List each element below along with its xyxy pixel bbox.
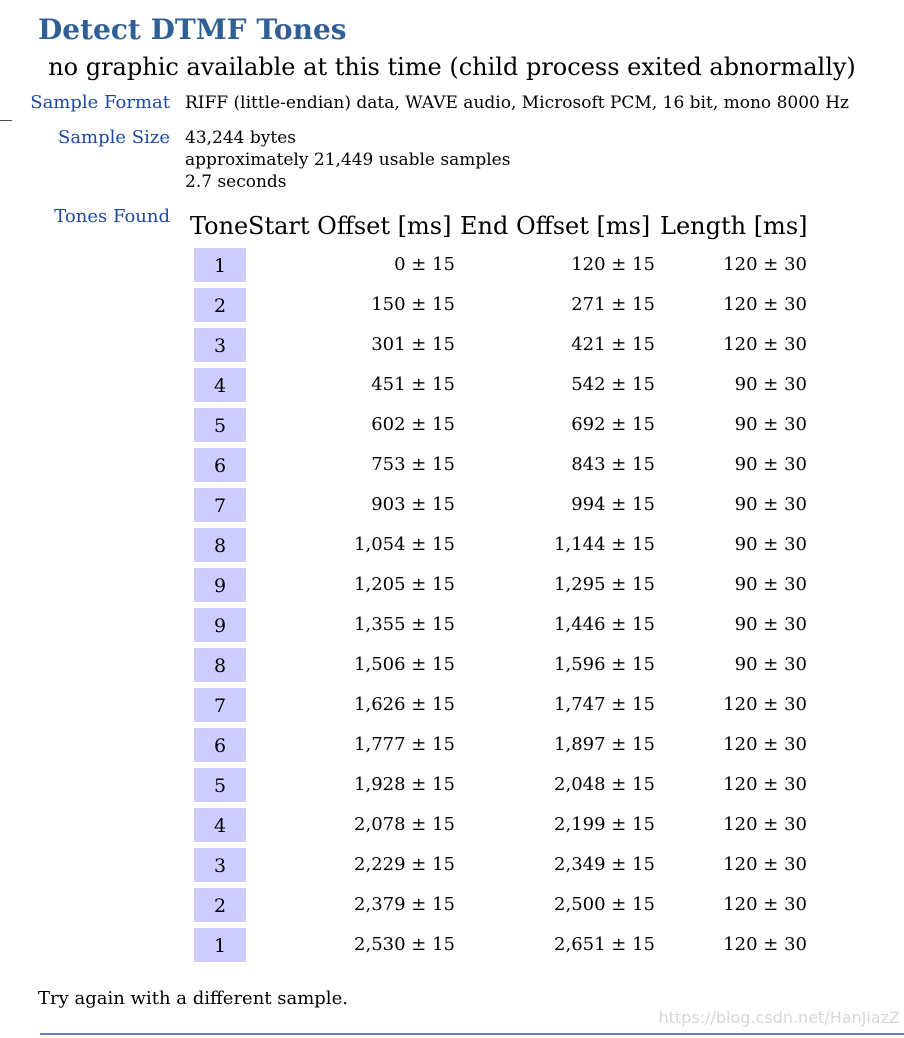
header-start-offset: Start Offset [ms]: [248, 212, 452, 240]
tone-cell: 3: [194, 328, 246, 362]
end-offset-cell: 692 ± 15: [571, 414, 655, 435]
start-offset-cell: 301 ± 15: [371, 334, 455, 355]
tone-cell: 6: [194, 448, 246, 482]
start-offset-cell: 2,530 ± 15: [354, 934, 455, 955]
end-offset-cell: 1,144 ± 15: [554, 534, 655, 555]
header-length: Length [ms]: [660, 212, 808, 240]
table-row: [190, 567, 812, 607]
tone-cell: 8: [194, 648, 246, 682]
header-end-offset: End Offset [ms]: [460, 212, 651, 240]
table-row: [190, 407, 812, 447]
start-offset-cell: 903 ± 15: [371, 494, 455, 515]
length-cell: 90 ± 30: [734, 454, 807, 475]
tone-cell: 5: [194, 768, 246, 802]
tone-cell: 5: [194, 408, 246, 442]
tone-cell: 2: [194, 888, 246, 922]
sample-size-bytes: 43,244 bytes: [185, 128, 296, 148]
watermark: https://blog.csdn.net/HanJiazZ: [658, 1008, 900, 1027]
tone-cell: 3: [194, 848, 246, 882]
start-offset-cell: 2,078 ± 15: [354, 814, 455, 835]
tone-cell: 8: [194, 528, 246, 562]
table-row: [190, 687, 812, 727]
start-offset-cell: 1,506 ± 15: [354, 654, 455, 675]
tones-table-header: [190, 205, 812, 247]
table-row: [190, 847, 812, 887]
start-offset-cell: 451 ± 15: [371, 374, 455, 395]
tone-cell: 1: [194, 928, 246, 962]
table-row: [190, 327, 812, 367]
end-offset-cell: 120 ± 15: [571, 254, 655, 275]
length-cell: 90 ± 30: [734, 574, 807, 595]
tone-cell: 4: [194, 368, 246, 402]
end-offset-cell: 1,446 ± 15: [554, 614, 655, 635]
length-cell: 90 ± 30: [734, 414, 807, 435]
sample-size-label: Sample Size: [57, 127, 170, 148]
bottom-rule: [40, 1033, 904, 1035]
length-cell: 120 ± 30: [723, 334, 807, 355]
left-edge-rule: [0, 120, 12, 121]
tone-cell: 7: [194, 688, 246, 722]
end-offset-cell: 271 ± 15: [571, 294, 655, 315]
end-offset-cell: 994 ± 15: [571, 494, 655, 515]
tones-table: [190, 205, 812, 967]
page-title: Detect DTMF Tones: [38, 13, 347, 46]
start-offset-cell: 1,928 ± 15: [354, 774, 455, 795]
length-cell: 120 ± 30: [723, 854, 807, 875]
tones-table-body: [190, 247, 812, 967]
tone-cell: 9: [194, 568, 246, 602]
length-cell: 120 ± 30: [723, 694, 807, 715]
sample-format-value: RIFF (little-endian) data, WAVE audio, Microsoft PCM, 16 bit, mono 8000 Hz: [185, 93, 850, 113]
table-row: [190, 927, 812, 967]
end-offset-cell: 2,199 ± 15: [554, 814, 655, 835]
table-row: [190, 367, 812, 407]
table-row: [190, 887, 812, 927]
table-row: [190, 607, 812, 647]
end-offset-cell: 1,295 ± 15: [554, 574, 655, 595]
length-cell: 90 ± 30: [734, 534, 807, 555]
end-offset-cell: 2,651 ± 15: [554, 934, 655, 955]
table-row: [190, 247, 812, 287]
tone-cell: 7: [194, 488, 246, 522]
table-row: [190, 527, 812, 567]
header-tone: Tone: [190, 212, 249, 240]
sample-size-duration: 2.7 seconds: [185, 172, 287, 192]
tones-found-label: Tones Found: [54, 206, 170, 227]
length-cell: 120 ± 30: [723, 934, 807, 955]
sample-size-value: [185, 127, 510, 193]
table-row: [190, 487, 812, 527]
end-offset-cell: 542 ± 15: [571, 374, 655, 395]
end-offset-cell: 1,747 ± 15: [554, 694, 655, 715]
table-row: [190, 807, 812, 847]
length-cell: 120 ± 30: [723, 734, 807, 755]
tone-cell: 1: [194, 248, 246, 282]
end-offset-cell: 1,897 ± 15: [554, 734, 655, 755]
start-offset-cell: 1,355 ± 15: [354, 614, 455, 635]
sample-format-label: Sample Format: [30, 92, 170, 113]
start-offset-cell: 1,777 ± 15: [354, 734, 455, 755]
table-row: [190, 727, 812, 767]
table-row: [190, 767, 812, 807]
start-offset-cell: 1,205 ± 15: [354, 574, 455, 595]
start-offset-cell: 2,229 ± 15: [354, 854, 455, 875]
length-cell: 120 ± 30: [723, 814, 807, 835]
length-cell: 120 ± 30: [723, 294, 807, 315]
length-cell: 90 ± 30: [734, 374, 807, 395]
sample-size-samples: approximately 21,449 usable samples: [185, 150, 511, 170]
start-offset-cell: 150 ± 15: [371, 294, 455, 315]
end-offset-cell: 2,048 ± 15: [554, 774, 655, 795]
no-graphic-message: no graphic available at this time (child process exited abnormally): [48, 53, 856, 81]
length-cell: 120 ± 30: [723, 774, 807, 795]
end-offset-cell: 1,596 ± 15: [554, 654, 655, 675]
start-offset-cell: 753 ± 15: [371, 454, 455, 475]
end-offset-cell: 421 ± 15: [571, 334, 655, 355]
length-cell: 120 ± 30: [723, 254, 807, 275]
end-offset-cell: 843 ± 15: [571, 454, 655, 475]
start-offset-cell: 2,379 ± 15: [354, 894, 455, 915]
table-row: [190, 447, 812, 487]
length-cell: 90 ± 30: [734, 494, 807, 515]
table-row: [190, 647, 812, 687]
length-cell: 90 ± 30: [734, 614, 807, 635]
try-again-text: Try again with a different sample.: [38, 988, 348, 1009]
length-cell: 90 ± 30: [734, 654, 807, 675]
start-offset-cell: 602 ± 15: [371, 414, 455, 435]
tone-cell: 4: [194, 808, 246, 842]
end-offset-cell: 2,500 ± 15: [554, 894, 655, 915]
table-row: [190, 287, 812, 327]
start-offset-cell: 1,626 ± 15: [354, 694, 455, 715]
tone-cell: 9: [194, 608, 246, 642]
start-offset-cell: 0 ± 15: [394, 254, 455, 275]
tone-cell: 6: [194, 728, 246, 762]
length-cell: 120 ± 30: [723, 894, 807, 915]
end-offset-cell: 2,349 ± 15: [554, 854, 655, 875]
start-offset-cell: 1,054 ± 15: [354, 534, 455, 555]
tone-cell: 2: [194, 288, 246, 322]
